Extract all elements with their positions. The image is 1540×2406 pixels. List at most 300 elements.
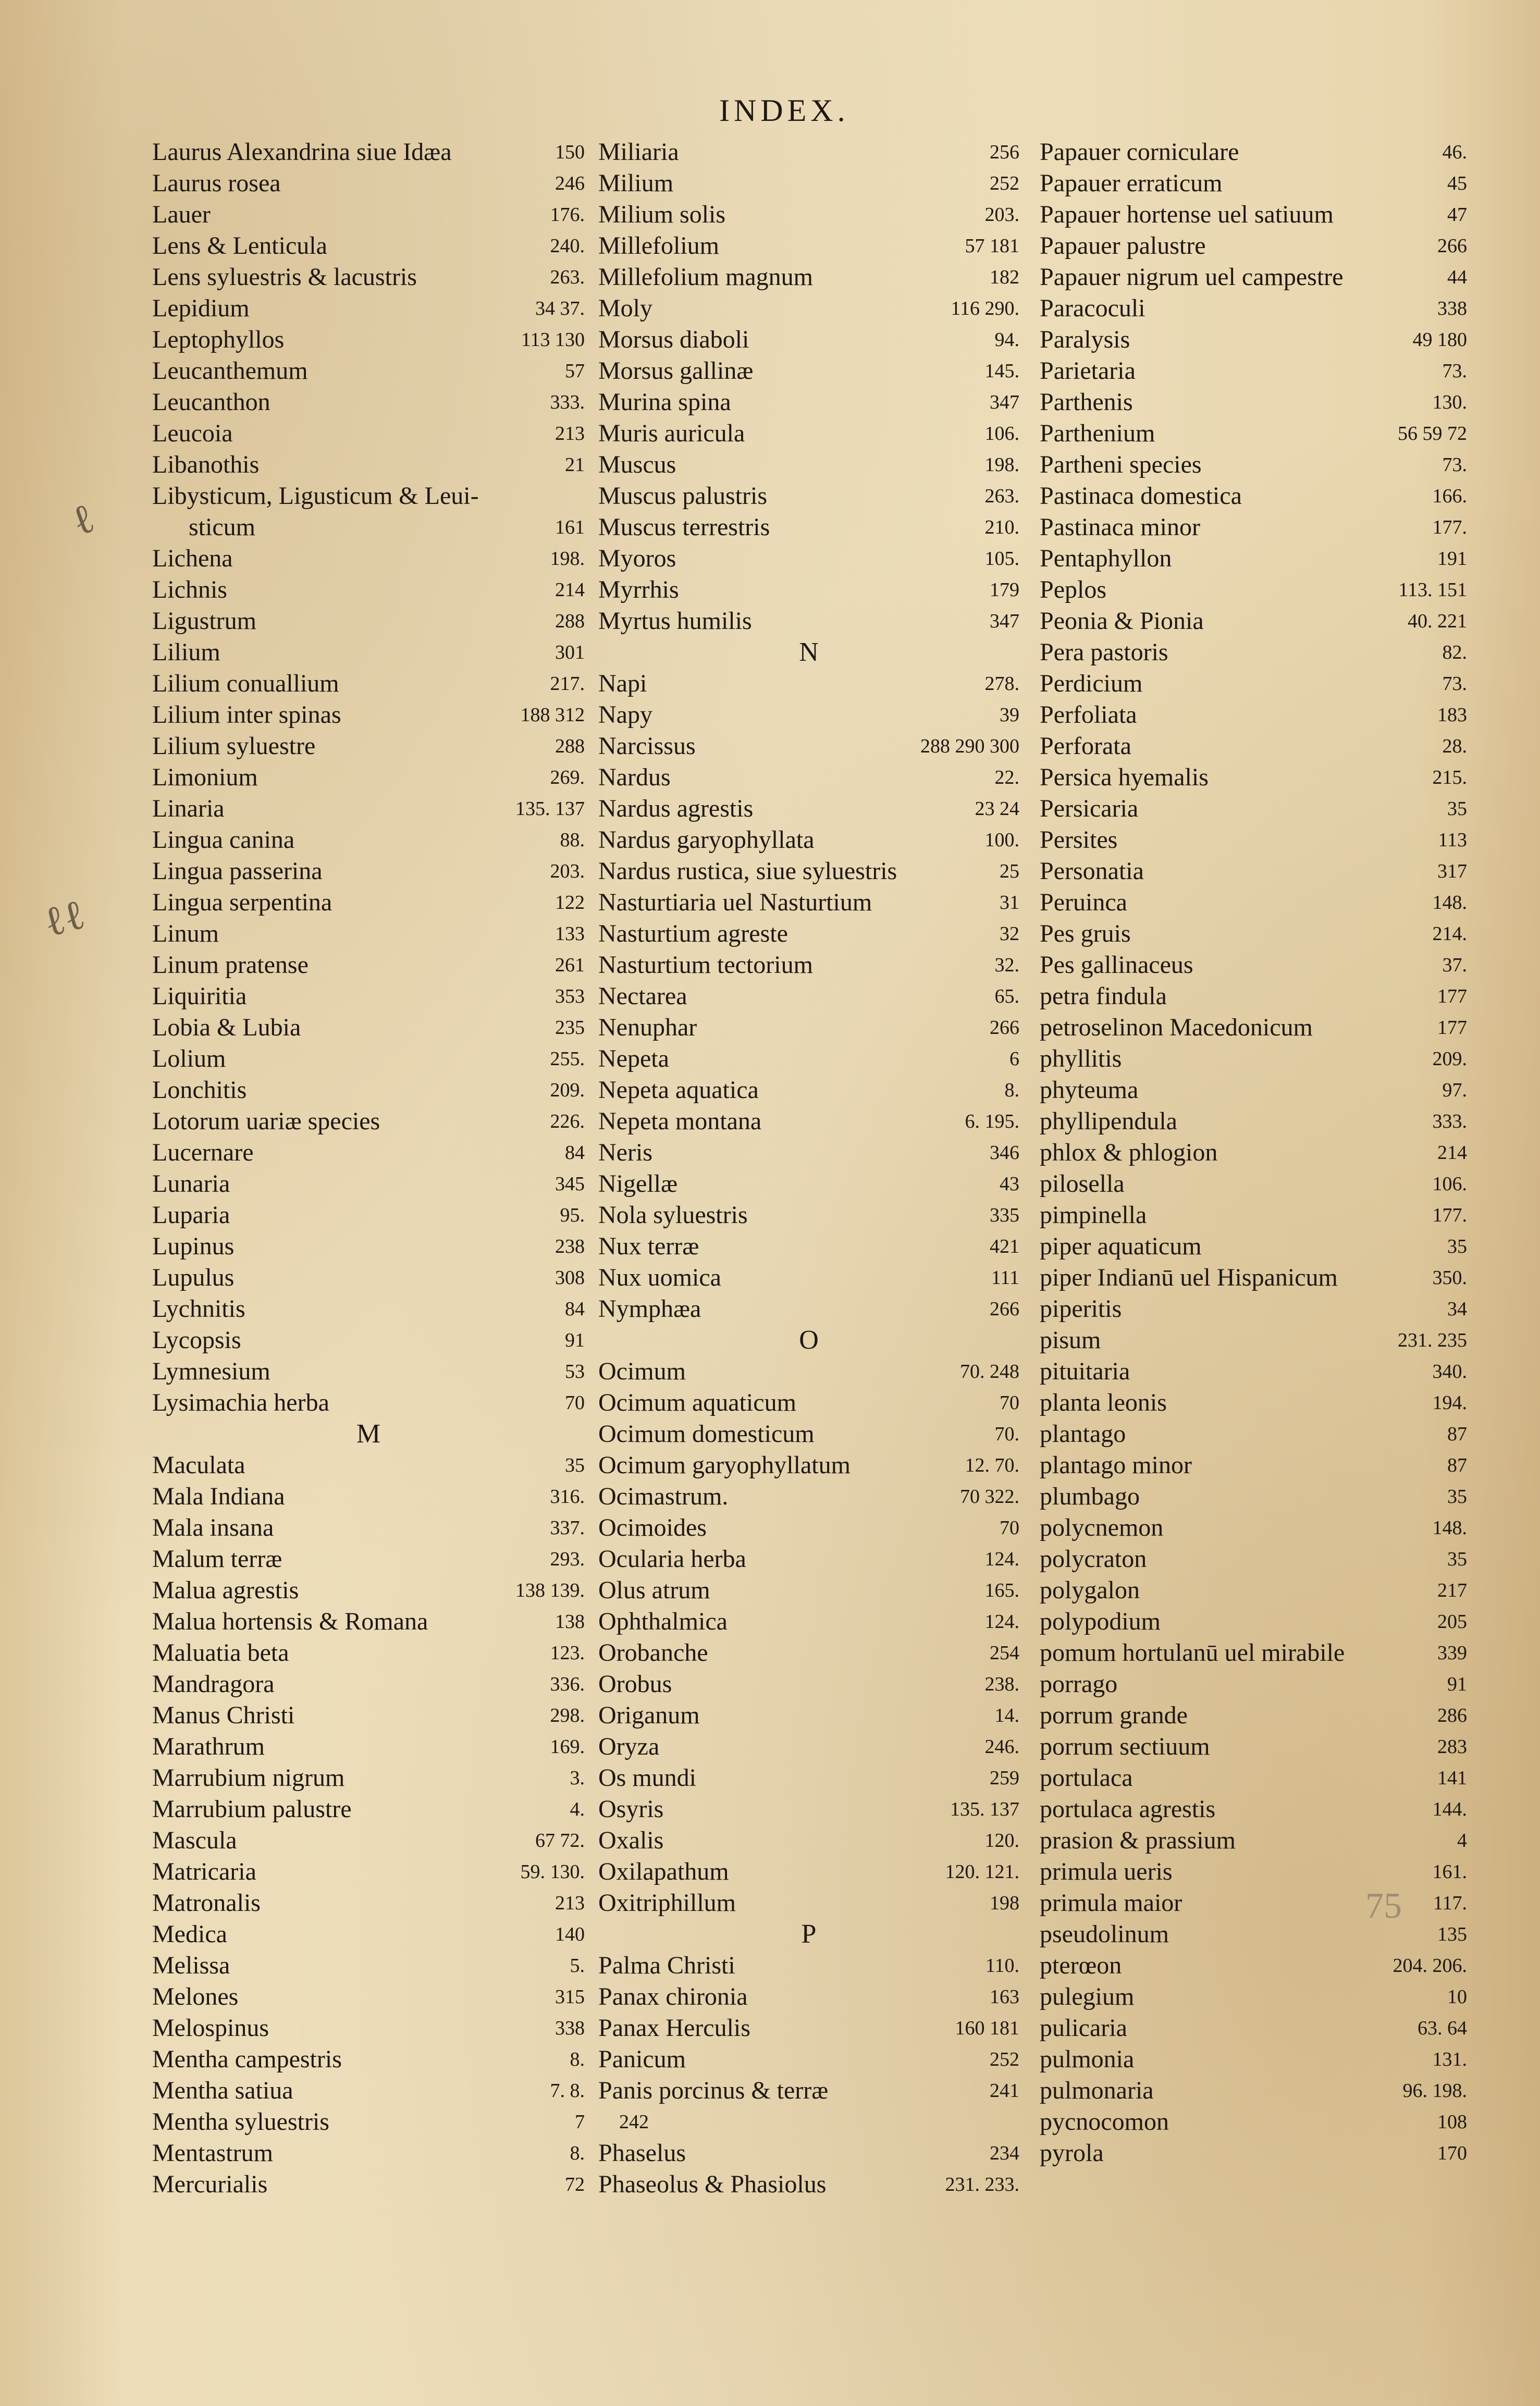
entry-name: Pentaphyllon: [1040, 545, 1172, 572]
entry-pages: 333.: [550, 391, 585, 413]
entry-pages: 57 181: [965, 235, 1019, 257]
entry-name: Neris: [598, 1139, 652, 1166]
entry-pages: 235: [555, 1017, 585, 1039]
index-entry: [1040, 1012, 1467, 1043]
entry-name: Lupinus: [152, 1232, 235, 1260]
entry-name: pituitaria: [1040, 1358, 1130, 1385]
entry-pages: 4: [1457, 1830, 1467, 1852]
entry-pages: 4.: [570, 1798, 585, 1820]
index-entry: [152, 199, 585, 230]
entry-name: sticum: [189, 513, 255, 541]
entry-pages: 65.: [994, 985, 1019, 1007]
index-entry: [598, 1512, 1019, 1544]
entry-name: Medica: [152, 1920, 227, 1948]
entry-name: Ocimastrum.: [598, 1483, 729, 1510]
index-entry: [598, 887, 1019, 918]
entry-pages: 140: [555, 1923, 585, 1945]
entry-name: Leptophyllos: [152, 326, 285, 353]
entry-name: Leucanthemum: [152, 357, 308, 385]
entry-name: Pera pastoris: [1040, 638, 1168, 666]
entry-name: Liquiritia: [152, 982, 247, 1010]
entry-name: Lichnis: [152, 576, 227, 603]
entry-pages: 138 139.: [515, 1580, 585, 1601]
entry-pages: 182: [990, 266, 1019, 288]
index-entry: [152, 1887, 585, 1919]
entry-name: Parthenium: [1040, 419, 1155, 447]
entry-pages: 84: [565, 1142, 585, 1164]
entry-name: Mentha syluestris: [152, 2108, 329, 2136]
entry-name: Nasturtiaria uel Nasturtium: [598, 889, 872, 916]
entry-pages: 70: [565, 1392, 585, 1414]
index-entry: [598, 355, 1019, 387]
entry-pages: 252: [990, 2049, 1019, 2070]
entry-pages: 73.: [1442, 673, 1467, 695]
entry-name: pomum hortulanū uel mirabile: [1040, 1639, 1345, 1667]
entry-name: pulicaria: [1040, 2014, 1127, 2042]
index-entry: [152, 699, 585, 731]
entry-name: Palma Christi: [598, 1952, 735, 1979]
entry-name: pulmonia: [1040, 2045, 1135, 2073]
entry-pages: 32.: [994, 954, 1019, 976]
entry-name: pulmonaria: [1040, 2077, 1154, 2104]
entry-name: Lilium syluestre: [152, 732, 316, 760]
index-entry: [598, 1669, 1019, 1700]
entry-name: Lotorum uariæ species: [152, 1107, 380, 1135]
entry-pages: 97.: [1442, 1079, 1467, 1101]
index-entry: [1040, 355, 1467, 387]
entry-name: portulaca agrestis: [1040, 1795, 1216, 1823]
entry-name: Papauer erraticum: [1040, 169, 1223, 197]
entry-name: Melospinus: [152, 2014, 269, 2042]
entry-pages: 23 24: [975, 798, 1019, 820]
entry-name: polypodium: [1040, 1608, 1161, 1635]
entry-pages: 288 290 300: [920, 735, 1019, 757]
index-column-2: [598, 137, 1019, 2200]
index-entry: [1040, 262, 1467, 293]
index-entry: [1040, 512, 1467, 543]
index-column-3: [1040, 137, 1467, 2169]
index-entry: [598, 387, 1019, 418]
entry-name: plantago minor: [1040, 1451, 1192, 1479]
index-entry: [152, 168, 585, 199]
entry-pages: 144.: [1432, 1798, 1467, 1820]
entry-pages: 100.: [984, 829, 1019, 851]
entry-pages: 188 312: [520, 704, 585, 726]
index-entry: [598, 1544, 1019, 1575]
entry-name: Miliaria: [598, 138, 679, 166]
entry-pages: 165.: [984, 1580, 1019, 1601]
entry-pages: 135. 137: [515, 798, 585, 820]
entry-name: polycnemon: [1040, 1514, 1164, 1541]
entry-pages: 45: [1447, 172, 1467, 194]
index-entry: [152, 887, 585, 918]
index-entry: [598, 1856, 1019, 1887]
entry-pages: 242: [619, 2111, 649, 2133]
entry-pages: 91: [565, 1329, 585, 1351]
entry-name: Maluatia beta: [152, 1639, 289, 1667]
index-entry: [1040, 1856, 1467, 1887]
entry-pages: 25: [1000, 860, 1019, 882]
index-entry: [152, 512, 585, 543]
entry-pages: 113: [1438, 829, 1467, 851]
entry-pages: 288: [555, 610, 585, 632]
entry-pages: 7: [575, 2111, 585, 2133]
entry-name: Laurus Alexandrina siue Idæa: [152, 138, 452, 166]
entry-name: Mala insana: [152, 1514, 274, 1541]
index-entry: [1040, 668, 1467, 699]
entry-name: Lingua passerina: [152, 857, 323, 885]
index-entry: [1040, 856, 1467, 887]
index-entry: [598, 856, 1019, 887]
entry-pages: 96. 198.: [1402, 2080, 1467, 2102]
entry-pages: 340.: [1432, 1361, 1467, 1383]
entry-name: Papauer nigrum uel campestre: [1040, 263, 1344, 291]
entry-pages: 8.: [570, 2142, 585, 2164]
index-entry: [152, 2106, 585, 2138]
entry-pages: 263.: [550, 266, 585, 288]
entry-name: Lycopsis: [152, 1326, 241, 1354]
entry-name: Myrtus humilis: [598, 607, 752, 635]
entry-name: phyteuma: [1040, 1076, 1139, 1104]
index-entry: [598, 1418, 1019, 1450]
index-entry: [152, 731, 585, 762]
entry-name: Matricaria: [152, 1858, 256, 1885]
index-entry: [152, 668, 585, 699]
entry-name: Matronalis: [152, 1889, 261, 1917]
entry-name: Phaselus: [598, 2139, 686, 2167]
index-entry: [152, 1200, 585, 1231]
entry-name: Nux terræ: [598, 1232, 699, 1260]
entry-pages: 148.: [1432, 1517, 1467, 1539]
entry-name: phyllitis: [1040, 1045, 1122, 1072]
entry-pages: 49 180: [1412, 329, 1467, 351]
entry-pages: 28.: [1442, 735, 1467, 757]
entry-name: pseudolinum: [1040, 1920, 1169, 1948]
index-entry: [1040, 480, 1467, 512]
entry-pages: 31: [1000, 892, 1019, 914]
entry-pages: 286: [1437, 1705, 1467, 1726]
entry-name: Marrubium palustre: [152, 1795, 352, 1823]
entry-pages: 161: [555, 516, 585, 538]
entry-name: Malua agrestis: [152, 1576, 299, 1604]
entry-name: Limonium: [152, 763, 258, 791]
index-entry: [1040, 1262, 1467, 1293]
entry-name: Nectarea: [598, 982, 687, 1010]
entry-name: Oryza: [598, 1733, 660, 1760]
entry-name: Orobanche: [598, 1639, 708, 1667]
index-entry: [1040, 1137, 1467, 1168]
entry-name: Pastinaca domestica: [1040, 482, 1242, 510]
index-entry: [598, 1356, 1019, 1387]
entry-pages: 63. 64: [1418, 2017, 1467, 2039]
entry-name: Personatia: [1040, 857, 1144, 885]
index-entry: [598, 1043, 1019, 1075]
entry-name: Panicum: [598, 2045, 686, 2073]
entry-pages: 240.: [550, 235, 585, 257]
index-entry: [1040, 1106, 1467, 1137]
index-entry: [598, 230, 1019, 262]
index-entry: [1040, 1700, 1467, 1731]
entry-pages: 210.: [984, 516, 1019, 538]
entry-name: Manus Christi: [152, 1701, 295, 1729]
index-entry: [1040, 1887, 1467, 1919]
index-entry: [598, 981, 1019, 1012]
index-entry: [152, 387, 585, 418]
entry-name: Muscus: [598, 451, 676, 478]
entry-name: Lingua serpentina: [152, 889, 332, 916]
section-letter: N: [799, 637, 819, 667]
index-entry: [598, 762, 1019, 793]
entry-name: Malum terræ: [152, 1545, 282, 1573]
entry-pages: 6. 195.: [965, 1111, 1019, 1132]
index-entry: [152, 1231, 585, 1262]
index-entry: [152, 2138, 585, 2169]
entry-name: Lilium conuallium: [152, 670, 339, 697]
index-entry: [598, 512, 1019, 543]
entry-name: Moly: [598, 294, 653, 322]
entry-pages: 10: [1447, 1986, 1467, 2008]
entry-pages: 204. 206.: [1393, 1955, 1467, 1977]
index-entry: [598, 2169, 1019, 2200]
entry-pages: 70: [1000, 1392, 1019, 1414]
index-entry: [598, 668, 1019, 699]
index-entry: [1040, 1919, 1467, 1950]
index-entry: [152, 1762, 585, 1794]
entry-name: Nardus garyophyllata: [598, 826, 815, 854]
entry-name: Parthenis: [1040, 388, 1133, 416]
margin-note: ℓℓ: [39, 889, 90, 947]
entry-pages: 215.: [1432, 767, 1467, 788]
entry-pages: 177: [1437, 985, 1467, 1007]
entry-pages: 56 59 72: [1398, 423, 1467, 445]
entry-pages: 70: [1000, 1517, 1019, 1539]
index-entry: [598, 606, 1019, 637]
index-entry: [1040, 574, 1467, 606]
entry-name: Oxitriphillum: [598, 1889, 736, 1917]
index-entry: [1040, 1794, 1467, 1825]
entry-name: Nymphæa: [598, 1295, 701, 1323]
index-entry: [152, 449, 585, 480]
entry-pages: 213: [555, 1892, 585, 1914]
entry-name: Osyris: [598, 1795, 664, 1823]
entry-pages: 336.: [550, 1673, 585, 1695]
entry-name: Lunaria: [152, 1170, 230, 1198]
index-entry: [598, 1981, 1019, 2013]
index-entry: [152, 1731, 585, 1762]
entry-name: Nenuphar: [598, 1014, 697, 1041]
entry-name: Narcissus: [598, 732, 696, 760]
entry-pages: 177.: [1432, 516, 1467, 538]
entry-name: Linum pratense: [152, 951, 309, 979]
index-entry: [152, 1825, 585, 1856]
entry-pages: 338: [1437, 298, 1467, 319]
index-entry: [598, 137, 1019, 168]
entry-pages: 37.: [1442, 954, 1467, 976]
index-entry: [1040, 137, 1467, 168]
index-entry: [598, 949, 1019, 981]
entry-name: plumbago: [1040, 1483, 1140, 1510]
entry-pages: 350.: [1432, 1267, 1467, 1289]
entry-name: Perforata: [1040, 732, 1131, 760]
index-entry: [1040, 762, 1467, 793]
entry-pages: 166.: [1432, 485, 1467, 507]
entry-name: polycraton: [1040, 1545, 1147, 1573]
index-entry: [1040, 2044, 1467, 2075]
entry-pages: 34: [1447, 1298, 1467, 1320]
entry-pages: 91: [1447, 1673, 1467, 1695]
entry-name: Lilium inter spinas: [152, 701, 341, 729]
entry-name: Mercurialis: [152, 2170, 268, 2198]
index-entry: [152, 230, 585, 262]
index-entry: [152, 1856, 585, 1887]
entry-pages: 131.: [1432, 2049, 1467, 2070]
entry-pages: 148.: [1432, 892, 1467, 914]
index-column-1: [152, 137, 585, 2200]
index-entry: [1040, 324, 1467, 355]
entry-pages: 170: [1437, 2142, 1467, 2164]
entry-pages: 246.: [984, 1736, 1019, 1758]
entry-pages: 22.: [994, 767, 1019, 788]
entry-pages: 5.: [570, 1955, 585, 1977]
entry-pages: 191: [1437, 548, 1467, 570]
entry-pages: 241: [990, 2080, 1019, 2102]
entry-pages: 183: [1437, 704, 1467, 726]
entry-name: plantago: [1040, 1420, 1126, 1448]
entry-pages: 333.: [1432, 1111, 1467, 1132]
entry-name: Mentha satiua: [152, 2077, 293, 2104]
entry-name: Ocimum aquaticum: [598, 1389, 796, 1416]
index-entry: [1040, 1950, 1467, 1981]
entry-pages: 35: [565, 1454, 585, 1476]
entry-name: Phaseolus & Phasiolus: [598, 2170, 827, 2198]
entry-pages: 209.: [550, 1079, 585, 1101]
entry-pages: 35: [1447, 798, 1467, 820]
index-entry: [152, 1606, 585, 1637]
entry-pages: 113. 151: [1398, 579, 1467, 601]
entry-pages: 21: [565, 454, 585, 476]
entry-name: Mascula: [152, 1827, 237, 1854]
entry-name: Lilium: [152, 638, 220, 666]
index-entry: [1040, 1200, 1467, 1231]
entry-pages: 234: [990, 2142, 1019, 2164]
index-entry: [598, 1387, 1019, 1418]
entry-pages: 231. 235: [1398, 1329, 1467, 1351]
entry-name: primula maior: [1040, 1889, 1182, 1917]
index-entry: [152, 1168, 585, 1200]
entry-name: Panis porcinus & terræ: [598, 2077, 829, 2104]
index-entry: [1040, 1731, 1467, 1762]
entry-pages: 263.: [984, 485, 1019, 507]
entry-pages: 198.: [550, 548, 585, 570]
entry-pages: 252: [990, 172, 1019, 194]
entry-name: Lolium: [152, 1045, 226, 1072]
entry-name: Millefolium magnum: [598, 263, 813, 291]
entry-pages: 34 37.: [535, 298, 585, 319]
index-entry: [152, 856, 585, 887]
index-entry: [1040, 1293, 1467, 1325]
entry-pages: 47: [1447, 204, 1467, 226]
index-entry: [1040, 606, 1467, 637]
entry-name: Nasturtium tectorium: [598, 951, 813, 979]
section-letter: P: [801, 1919, 817, 1949]
index-entry: [598, 1731, 1019, 1762]
entry-name: Nardus: [598, 763, 671, 791]
entry-pages: 59. 130.: [520, 1861, 585, 1883]
entry-name: Os mundi: [598, 1764, 697, 1792]
entry-name: piperitis: [1040, 1295, 1122, 1323]
index-entry: [152, 1669, 585, 1700]
entry-name: Olus atrum: [598, 1576, 710, 1604]
entry-pages: 266: [1437, 235, 1467, 257]
entry-name: Peonia & Pionia: [1040, 607, 1204, 635]
entry-name: Lingua canina: [152, 826, 295, 854]
entry-pages: 7. 8.: [550, 2080, 585, 2102]
entry-pages: 177.: [1432, 1204, 1467, 1226]
index-entry: [152, 824, 585, 856]
index-entry: [1040, 1575, 1467, 1606]
entry-name: Perfoliata: [1040, 701, 1137, 729]
index-entry: [598, 1575, 1019, 1606]
entry-name: Laurus rosea: [152, 169, 281, 197]
entry-name: Lobia & Lubia: [152, 1014, 301, 1041]
entry-pages: 256: [990, 141, 1019, 163]
entry-pages: 421: [990, 1236, 1019, 1257]
index-entry: [152, 637, 585, 668]
entry-pages: 214.: [1432, 923, 1467, 945]
entry-pages: 353: [555, 985, 585, 1007]
index-entry: [598, 1794, 1019, 1825]
entry-pages: 108: [1437, 2111, 1467, 2133]
index-entry: [1040, 1481, 1467, 1512]
entry-name: pycnocomon: [1040, 2108, 1169, 2136]
entry-name: Luparia: [152, 1201, 230, 1229]
entry-pages: 231. 233.: [945, 2174, 1019, 2195]
index-entry: [152, 949, 585, 981]
entry-pages: 177: [1437, 1017, 1467, 1039]
index-entry: [1040, 543, 1467, 574]
entry-name: Napi: [598, 670, 647, 697]
entry-name: Linum: [152, 920, 219, 947]
index-entry: [1040, 1981, 1467, 2013]
entry-pages: 266: [990, 1298, 1019, 1320]
entry-pages: 145.: [984, 360, 1019, 382]
index-entry: [152, 1637, 585, 1669]
entry-name: Napy: [598, 701, 652, 729]
entry-pages: 301: [555, 641, 585, 663]
entry-pages: 346: [990, 1142, 1019, 1164]
index-entry: [1040, 2138, 1467, 2169]
index-entry: [1040, 418, 1467, 449]
entry-name: Pes gallinaceus: [1040, 951, 1193, 979]
entry-pages: 176.: [550, 204, 585, 226]
index-entry: [598, 1075, 1019, 1106]
entry-pages: 226.: [550, 1111, 585, 1132]
index-entry: [152, 1919, 585, 1950]
entry-pages: 135. 137: [950, 1798, 1019, 1820]
entry-pages: 105.: [984, 548, 1019, 570]
entry-name: polygalon: [1040, 1576, 1140, 1604]
entry-pages: 203.: [984, 204, 1019, 226]
entry-pages: 95.: [560, 1204, 585, 1226]
index-entry: [1040, 293, 1467, 324]
entry-pages: 70 322.: [960, 1486, 1019, 1508]
index-entry: [598, 293, 1019, 324]
entry-name: piper Indianū uel Hispanicum: [1040, 1264, 1338, 1291]
entry-name: Linaria: [152, 795, 225, 822]
entry-name: Paralysis: [1040, 326, 1130, 353]
entry-name: Melones: [152, 1983, 239, 2010]
entry-pages: 113 130: [521, 329, 585, 351]
